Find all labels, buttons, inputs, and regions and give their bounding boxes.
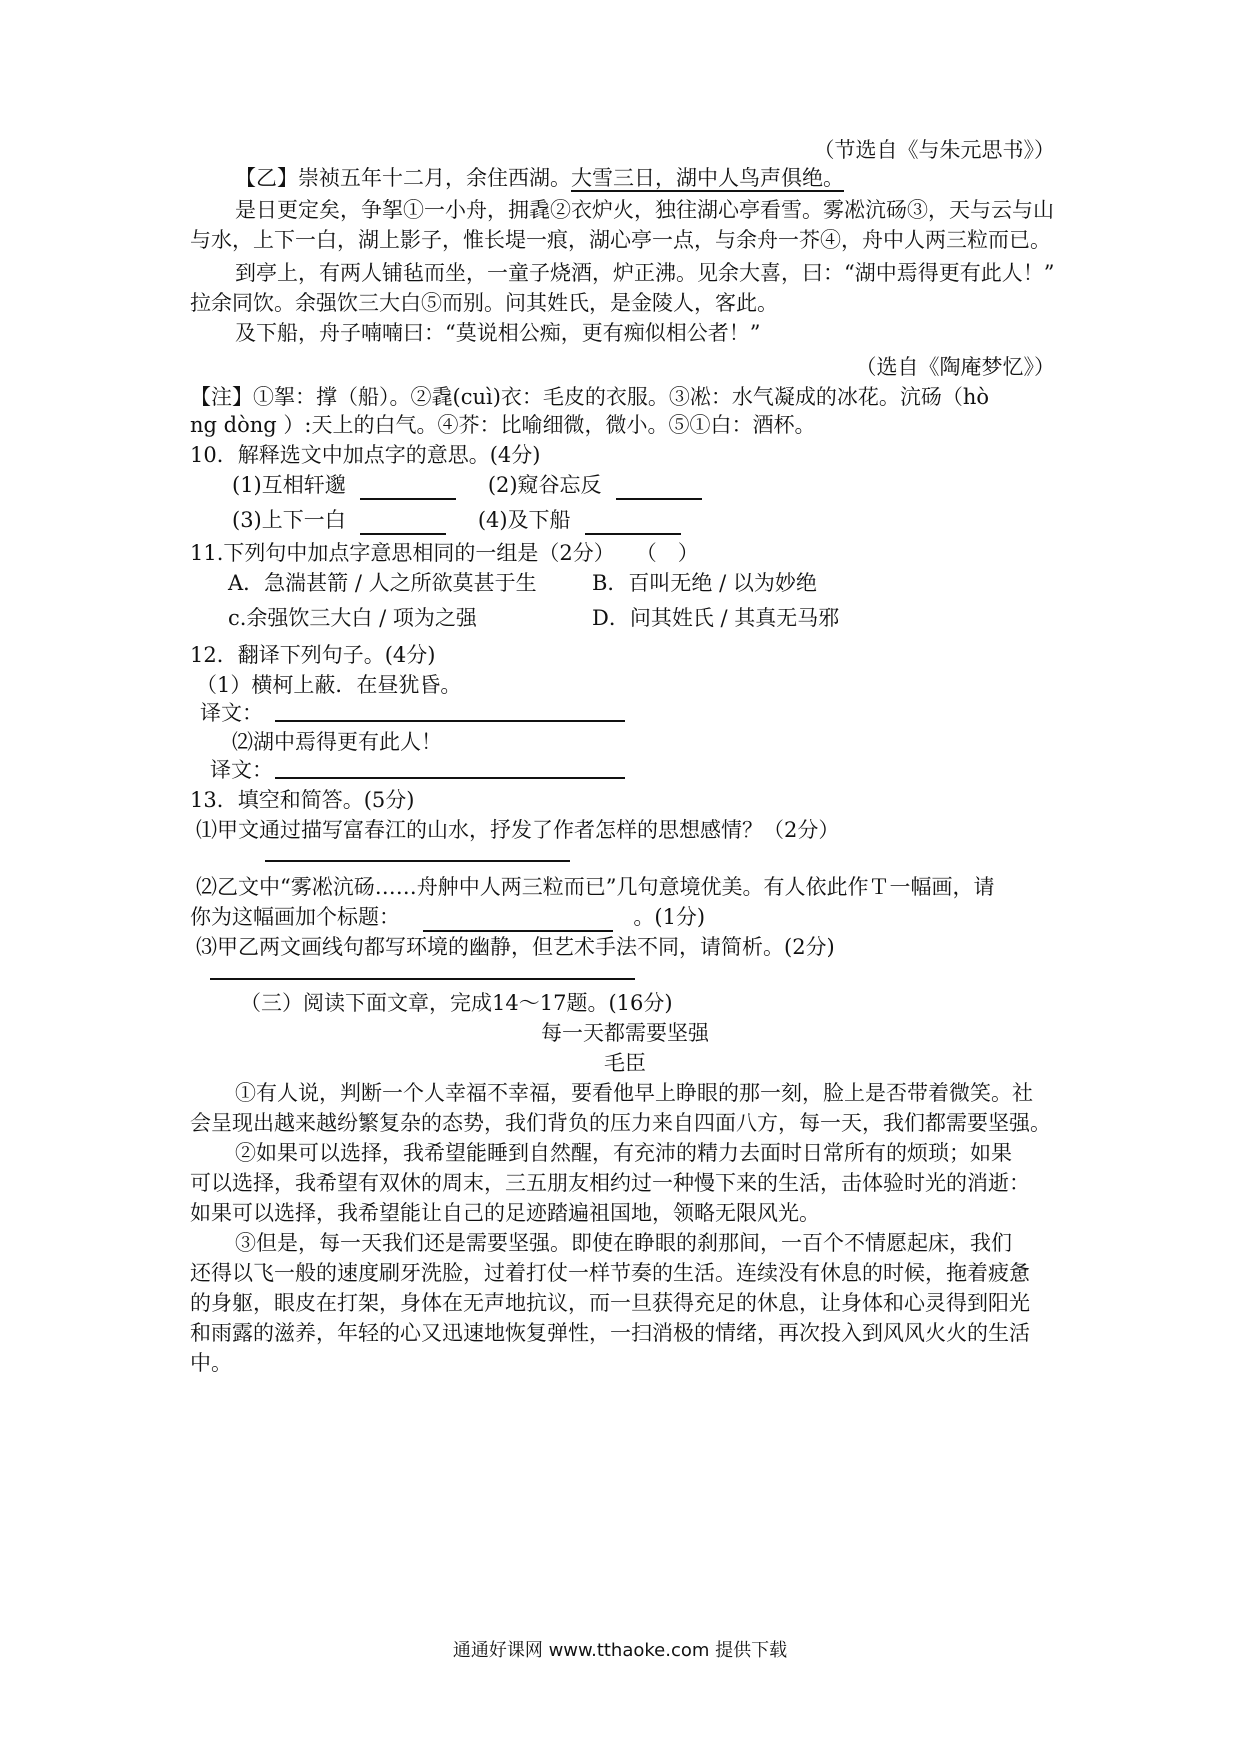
q10-item-4: (4)及下船: [477, 508, 571, 532]
q11-title: 11.下列句中加点字意思相同的一组是（2分） （ ）: [190, 541, 699, 565]
para-3-line-2: 还得以飞一般的速度刷牙洗脸，过着打仗一样节奏的生活。连续没有休息的时候，拖着疲惫: [190, 1261, 1030, 1285]
q10-answer-4-blank[interactable]: [585, 511, 681, 535]
para-1-line-2: 会呈现出越来越纷繁复杂的态势，我们背负的压力来自四面八方，每一天，我们都需要坚强。: [190, 1111, 1051, 1135]
q12-sentence-2: ⑵湖中焉得更有此人！: [232, 730, 442, 754]
q13-title-blank[interactable]: [423, 908, 613, 932]
para-3-line-5: 中。: [190, 1351, 232, 1375]
note-line-1: 【注】①挐：撑（船）。②毳(cuì)衣：毛皮的衣服。③凇：水气凝成的冰花。沆砀（hò: [190, 385, 990, 409]
q10-item-3: (3)上下一白: [232, 508, 346, 532]
q12-answer-2-line[interactable]: [275, 777, 625, 779]
q10-item-1: (1)互相轩邈: [232, 473, 346, 497]
para-3-line-3: 的身躯，眼皮在打架，身体在无声地抗议，而一旦获得充足的休息，让身体和心灵得到阳光: [190, 1291, 1030, 1315]
source-a: （节选自《与朱元思书》）: [813, 138, 1055, 162]
q10-row-2: [232, 505, 1102, 535]
section3-title: （三）阅读下面文章，完成14～17题。(16分): [240, 991, 673, 1015]
q12-label-1: 译文：: [200, 701, 263, 725]
yi-line-4: 到亭上，有两人铺毡而坐，一童子烧酒，炉正沸。见余大喜，曰：“湖中焉得更有此人！”: [235, 261, 1055, 285]
yi-line-2: 是日更定矣，争挐①一小舟，拥毳②衣炉火，独往湖心亭看雪。雾凇沆砀③，天与云与山: [235, 198, 1054, 222]
page-footer: 通通好课网 www.tthaoke.com 提供下载: [452, 1640, 788, 1661]
para-2-line-1: ②如果可以选择，我希望能睡到自然醒，有充沛的精力去面时日常所有的烦琐；如果: [235, 1141, 1012, 1165]
q10-answer-1-blank[interactable]: [360, 476, 456, 500]
q11-option-d: D．问其姓氏 / 其真无马邪: [592, 606, 840, 630]
note-line-2: ng dòng ）:天上的白气。④芥：比喻细微，微小。⑤①白：酒杯。: [190, 413, 816, 437]
yi-tag: 【乙】: [235, 166, 298, 190]
article-title: 每一天都需要坚强: [541, 1021, 709, 1045]
q11-option-c: c.余强饮三大白 / 项为之强: [228, 606, 477, 630]
q10-title: 10．解释选文中加点字的意思。(4分): [190, 443, 541, 467]
q13-part-2b: [190, 902, 1060, 932]
yi-source: （选自《陶庵梦忆》）: [855, 355, 1055, 379]
q13-part-2b-prefix: 你为这幅画加个标题：: [190, 905, 400, 929]
para-2-line-2: 可以选择，我希望有双休的周末，三五朋友相约过一种慢下来的生活，击体验时光的消逝：: [190, 1171, 1030, 1195]
yi-line-1-text: 崇祯五年十二月，余住西湖。: [298, 166, 571, 190]
para-3-line-1: ③但是，每一天我们还是需要坚强。即使在睁眼的刹那间，一百个不情愿起床，我们: [235, 1231, 1012, 1255]
q13-answer-1-line[interactable]: [265, 860, 570, 862]
q10-item-2: (2)窥谷忘反: [487, 473, 602, 497]
article-author: 毛臣: [604, 1051, 646, 1075]
q13-part-3: ⑶甲乙两文画线句都写环境的幽静，但艺术手法不同，请简析。(2分): [196, 935, 835, 959]
q10-row-1: [232, 470, 1102, 500]
q11-option-a: A．急湍甚箭 / 人之所欲莫甚于生: [228, 571, 537, 595]
yi-line-3: 与水，上下一白，湖上影子，惟长堤一痕，湖心亭一点，与余舟一芥④，舟中人两三粒而已。: [190, 228, 1051, 252]
q12-answer-1-line[interactable]: [275, 720, 625, 722]
q12-sentence-1: （1）横柯上蔽．在昼犹昏。: [196, 673, 462, 697]
q10-answer-2-blank[interactable]: [616, 476, 702, 500]
q12-title: 12．翻译下列句子。(4分): [190, 643, 436, 667]
yi-underlined-sentence: 大雪三日，湖中人鸟声俱绝。: [571, 166, 844, 190]
para-1-line-1: ①有人说，判断一个人幸福不幸福，要看他早上睁眼的那一刻，脸上是否带着微笑。社: [235, 1081, 1033, 1105]
para-2-line-3: 如果可以选择，我希望能让自己的足迹踏遍祖国地，领略无限风光。: [190, 1201, 820, 1225]
q13-answer-3-line[interactable]: [210, 978, 635, 980]
q10-answer-3-blank[interactable]: [360, 511, 446, 535]
q13-part-2a: ⑵乙文中“雾凇沆砀……舟舯中人两三粒而已”几句意境优美。有人依此作Ｔ一幅画，请: [196, 875, 995, 899]
yi-line-6: 及下船，舟子喃喃曰：“莫说相公痴，更有痴似相公者！”: [235, 321, 761, 345]
q13-part-1: ⑴甲文通过描写富春江的山水，抒发了作者怎样的思想感情？（2分）: [196, 818, 840, 842]
para-3-line-4: 和雨露的滋养，年轻的心又迅速地恢复弹性，一扫消极的情绪，再次投入到风风火火的生活: [190, 1321, 1030, 1345]
yi-line-5: 拉余同饮。余强饮三大白⑤而别。问其姓氏，是金陵人，客此。: [190, 291, 778, 315]
q12-label-2: 译文：: [210, 758, 273, 782]
q11-option-b: B．百叫无绝 / 以为妙绝: [592, 571, 817, 595]
yi-line-1: [235, 163, 1105, 193]
q13-part-2b-suffix: 。(1分): [633, 905, 706, 929]
q13-title: 13．填空和简答。(5分): [190, 788, 415, 812]
